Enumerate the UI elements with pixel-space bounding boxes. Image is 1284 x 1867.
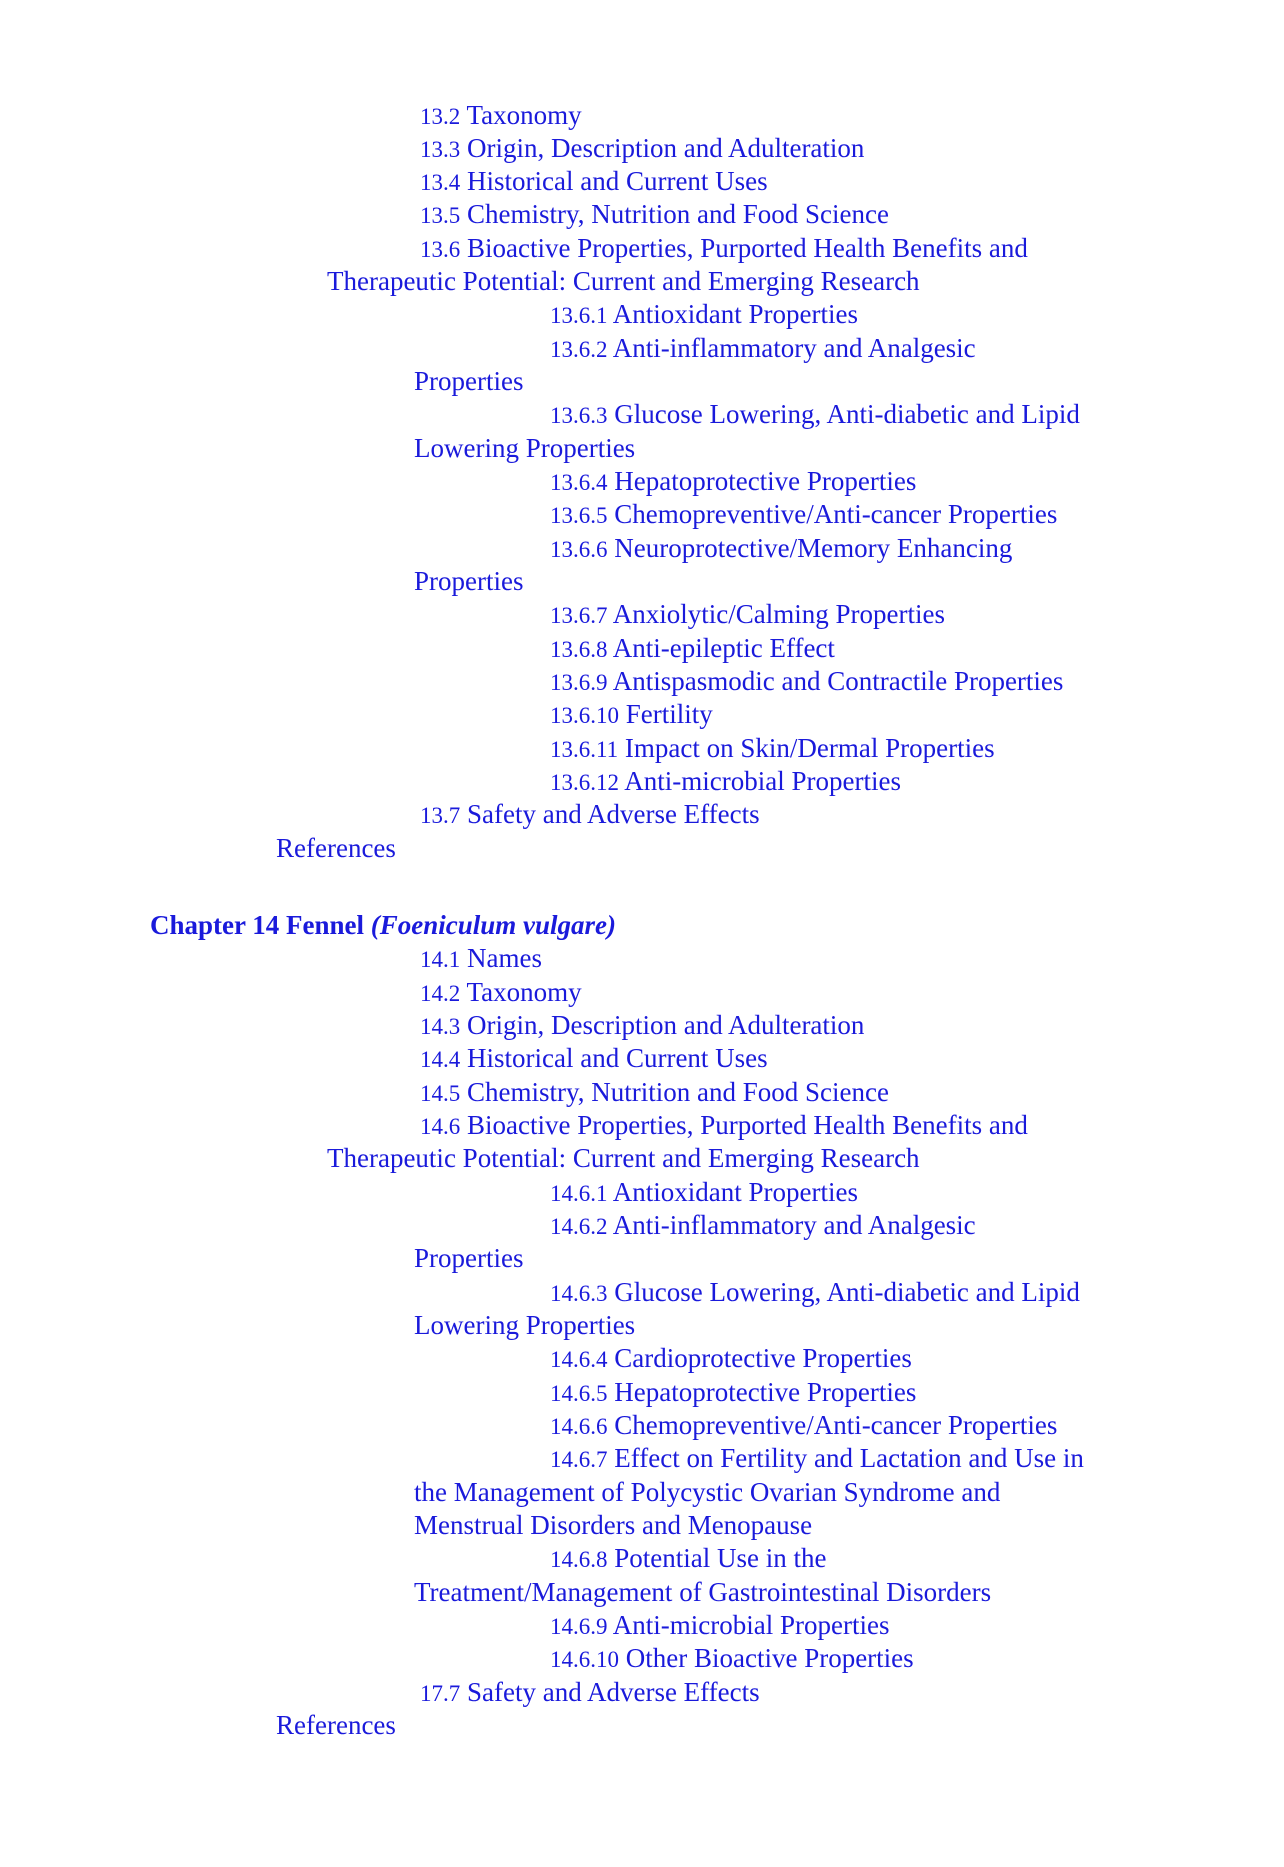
section-title: Taxonomy — [466, 977, 582, 1007]
section-title: Bioactive Properties, Purported Health Benefits and — [467, 233, 1028, 263]
toc-entry-14-6-3-continuation[interactable]: Lowering Properties — [414, 1310, 636, 1340]
section-number: 14.6.4 — [550, 1347, 608, 1372]
toc-entry-14-6[interactable] — [420, 1108, 1028, 1144]
section-title: Hepatoprotective Properties — [614, 466, 917, 496]
toc-entry-14-6-8-continuation[interactable]: Treatment/Management of Gastrointestinal Disorders — [414, 1577, 992, 1607]
toc-entry-14-6-2-continuation[interactable]: Properties — [414, 1243, 524, 1273]
chapter-latin-name: (Foeniculum vulgare) — [370, 910, 617, 940]
section-title: Effect on Fertility and Lactation and Use in — [614, 1443, 1084, 1473]
toc-entry-14-6-7-continuation[interactable]: Menstrual Disorders and Menopause — [414, 1510, 813, 1540]
toc-entry-13-7[interactable] — [420, 797, 760, 833]
section-number: 13.6.3 — [550, 403, 608, 428]
toc-entry-13-6-5[interactable] — [550, 497, 1057, 533]
section-title: Chemopreventive/Anti-cancer Properties — [614, 499, 1058, 529]
section-number: 14.6.9 — [550, 1614, 608, 1639]
section-number: 13.6.5 — [550, 503, 608, 528]
toc-entry-13-6-3-continuation[interactable]: Lowering Properties — [414, 433, 636, 463]
toc-entry-13-6-2[interactable] — [550, 331, 976, 367]
section-title: Chemopreventive/Anti-cancer Properties — [614, 1410, 1058, 1440]
toc-entry-14-6-continuation[interactable]: Therapeutic Potential: Current and Emerging Research — [327, 1143, 920, 1173]
toc-entry-14-6-2[interactable] — [550, 1208, 976, 1244]
section-number: 14.6.5 — [550, 1381, 608, 1406]
toc-entry-13-6[interactable] — [420, 231, 1028, 267]
toc-entry-14-6-1[interactable] — [550, 1175, 858, 1211]
section-number: 14.6.6 — [550, 1414, 608, 1439]
toc-entry-13-6-12[interactable] — [550, 764, 901, 800]
section-title: Taxonomy — [466, 100, 582, 130]
chapter-14-heading[interactable] — [150, 908, 616, 942]
section-number: 14.6.10 — [550, 1647, 619, 1672]
section-number: 14.6.8 — [550, 1547, 608, 1572]
toc-entry-14-6-4[interactable] — [550, 1341, 912, 1377]
section-title: Antispasmodic and Contractile Properties — [612, 666, 1064, 696]
toc-entry-13-6-10[interactable] — [550, 697, 713, 733]
toc-entry-13-6-8[interactable] — [550, 631, 835, 667]
section-number: 14.6.7 — [550, 1447, 608, 1472]
section-number: 13.6.6 — [550, 537, 608, 562]
section-number: 13.6.11 — [550, 737, 619, 762]
section-number: 14.6.2 — [550, 1214, 608, 1239]
section-number: 13.5 — [420, 203, 461, 228]
section-number: 17.7 — [420, 1681, 461, 1706]
toc-entry-14-4[interactable] — [420, 1041, 768, 1077]
toc-entry-13-6-2-continuation[interactable]: Properties — [414, 366, 524, 396]
toc-entry-14-6-7[interactable] — [550, 1441, 1084, 1477]
section-number: 14.5 — [420, 1081, 461, 1106]
section-title: Other Bioactive Properties — [625, 1643, 914, 1673]
toc-entry-14-6-3[interactable] — [550, 1275, 1080, 1311]
section-title: Names — [467, 943, 542, 973]
section-title: Fertility — [625, 699, 713, 729]
section-number: 13.6.1 — [550, 303, 608, 328]
section-number: 13.6.2 — [550, 337, 608, 362]
section-number: 13.6 — [420, 237, 461, 262]
section-title: Neuroprotective/Memory Enhancing — [614, 533, 1013, 563]
section-title: Cardioprotective Properties — [614, 1343, 912, 1373]
section-number: 14.3 — [420, 1014, 461, 1039]
toc-entry-14-6-7-continuation[interactable]: the Management of Polycystic Ovarian Syndrome and — [414, 1477, 1001, 1507]
toc-entry-14-3[interactable] — [420, 1008, 864, 1044]
section-title: Bioactive Properties, Purported Health Benefits and — [467, 1110, 1028, 1140]
toc-entry-13-6-6[interactable] — [550, 531, 1012, 567]
toc-entry-13-6-3[interactable] — [550, 397, 1080, 433]
section-title: Origin, Description and Adulteration — [467, 1010, 865, 1040]
toc-entry-13-4[interactable] — [420, 164, 768, 200]
section-number: 13.6.9 — [550, 670, 608, 695]
section-number: 14.2 — [420, 981, 461, 1006]
toc-entry-14-6-9[interactable] — [550, 1608, 889, 1644]
section-title: Anti-microbial Properties — [612, 1610, 890, 1640]
section-title: Glucose Lowering, Anti-diabetic and Lipid — [614, 399, 1080, 429]
section-number: 14.1 — [420, 947, 461, 972]
toc-entry-14-references[interactable]: References — [276, 1710, 396, 1740]
section-number: 14.6 — [420, 1114, 461, 1139]
toc-entry-13-6-9[interactable] — [550, 664, 1063, 700]
section-title: Historical and Current Uses — [467, 1043, 768, 1073]
section-title: Glucose Lowering, Anti-diabetic and Lipid — [614, 1277, 1080, 1307]
toc-entry-13-3[interactable] — [420, 131, 864, 167]
section-number: 14.6.1 — [550, 1181, 608, 1206]
toc-entry-13-2[interactable] — [420, 98, 582, 134]
toc-entry-13-6-continuation[interactable]: Therapeutic Potential: Current and Emerging Research — [327, 266, 920, 296]
section-number: 13.6.8 — [550, 637, 608, 662]
toc-entry-13-5[interactable] — [420, 197, 889, 233]
toc-entry-14-6-10[interactable] — [550, 1641, 914, 1677]
section-title: Hepatoprotective Properties — [614, 1377, 917, 1407]
toc-entry-13-references[interactable]: References — [276, 833, 396, 863]
chapter-title: Chapter 14 Fennel — [150, 910, 364, 940]
section-title: Potential Use in the — [614, 1543, 827, 1573]
toc-entry-13-6-1[interactable] — [550, 297, 858, 333]
toc-entry-14-7[interactable] — [420, 1675, 760, 1711]
section-number: 13.2 — [420, 104, 461, 129]
toc-entry-14-1[interactable] — [420, 941, 542, 977]
section-number: 14.4 — [420, 1047, 461, 1072]
toc-entry-13-6-11[interactable] — [550, 731, 995, 767]
toc-entry-13-6-4[interactable] — [550, 464, 916, 500]
section-title: Antioxidant Properties — [612, 299, 858, 329]
section-title: Anti-inflammatory and Analgesic — [612, 333, 976, 363]
toc-entry-14-6-5[interactable] — [550, 1375, 916, 1411]
section-number: 13.6.10 — [550, 703, 619, 728]
section-number: 13.7 — [420, 803, 461, 828]
toc-entry-14-6-6[interactable] — [550, 1408, 1057, 1444]
section-number: 13.6.12 — [550, 770, 619, 795]
toc-entry-14-2[interactable] — [420, 975, 582, 1011]
section-number: 13.4 — [420, 170, 461, 195]
section-title: Safety and Adverse Effects — [467, 1677, 760, 1707]
toc-entry-13-6-7[interactable] — [550, 597, 945, 633]
toc-entry-13-6-6-continuation[interactable]: Properties — [414, 566, 524, 596]
section-number: 13.3 — [420, 137, 461, 162]
section-title: Chemistry, Nutrition and Food Science — [467, 1077, 889, 1107]
section-title: Safety and Adverse Effects — [467, 799, 760, 829]
section-title: Anti-inflammatory and Analgesic — [612, 1210, 976, 1240]
section-number: 13.6.7 — [550, 603, 608, 628]
section-title: Antioxidant Properties — [612, 1177, 858, 1207]
section-title: Anxiolytic/Calming Properties — [612, 599, 945, 629]
section-number: 14.6.3 — [550, 1281, 608, 1306]
section-number: 13.6.4 — [550, 470, 608, 495]
toc-entry-14-5[interactable] — [420, 1075, 889, 1111]
section-title: Origin, Description and Adulteration — [467, 133, 865, 163]
section-title: Anti-epileptic Effect — [612, 633, 835, 663]
section-title: Historical and Current Uses — [467, 166, 768, 196]
section-title: Anti-microbial Properties — [624, 766, 901, 796]
section-title: Chemistry, Nutrition and Food Science — [467, 199, 889, 229]
toc-entry-14-6-8[interactable] — [550, 1541, 826, 1577]
section-title: Impact on Skin/Dermal Properties — [624, 733, 995, 763]
